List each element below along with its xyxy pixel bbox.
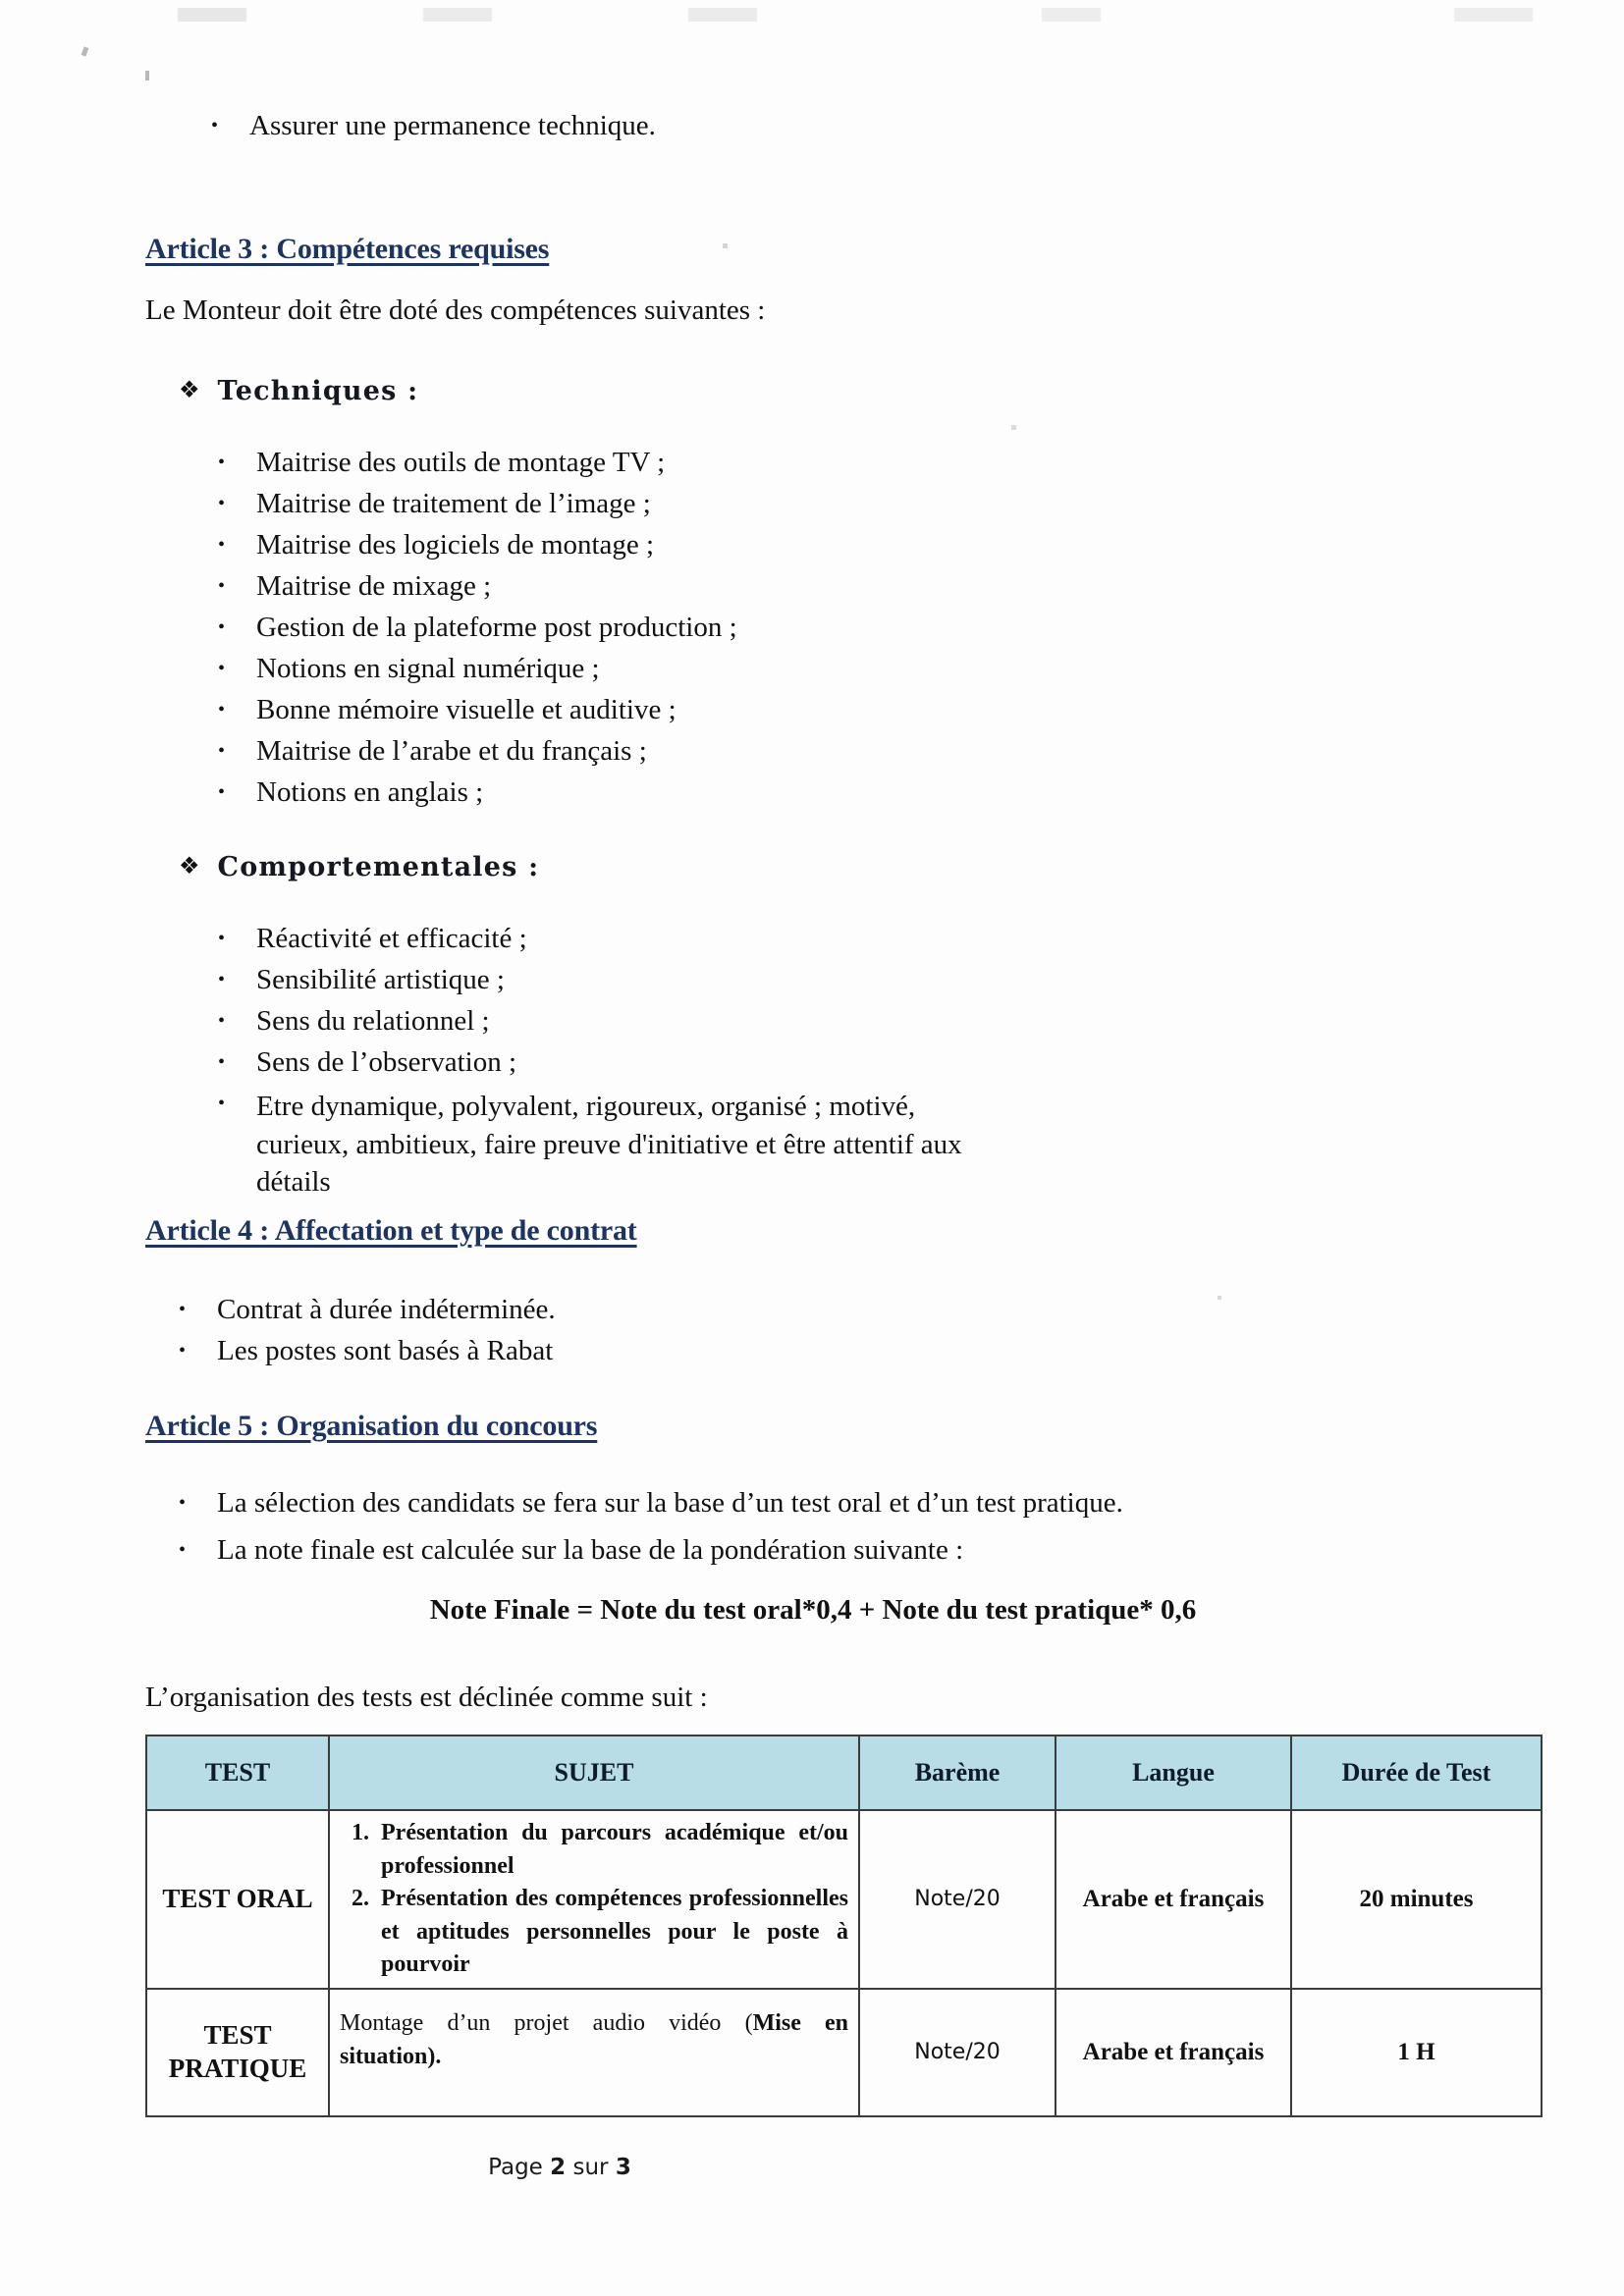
footer-total-pages: 3 — [615, 2155, 631, 2180]
scan-speck — [145, 71, 149, 80]
list-item — [218, 1005, 1200, 1046]
subject-item: 2. Présentation des compétences professionnelles et aptitudes personnelles pour le poste à pourvoir — [375, 1883, 848, 1982]
list-item-label: Maitrise des outils de montage TV ; — [256, 447, 666, 478]
tests-table — [145, 1735, 1543, 2117]
bullet-dot: • — [218, 699, 226, 721]
comportementales-subheading-label: Comportementales : — [217, 852, 540, 882]
list-item — [179, 1294, 1062, 1335]
bullet-dot: • — [179, 1539, 187, 1561]
cell-test-name: TEST ORAL — [146, 1810, 329, 1989]
column-header-sujet: SUJET — [329, 1735, 859, 1810]
cell-bareme: Note/20 — [859, 1810, 1056, 1989]
scan-speck — [1218, 1296, 1221, 1300]
list-item — [179, 1335, 1062, 1376]
list-item — [218, 1046, 1200, 1088]
list-item — [218, 529, 1102, 570]
column-header-bareme: Barème — [859, 1735, 1056, 1810]
table-header-row — [146, 1735, 1542, 1810]
list-item-label: Sens du relationnel ; — [256, 1005, 490, 1037]
list-item-label: Maitrise de l’arabe et du français ; — [256, 735, 647, 767]
bullet-dot: • — [218, 658, 226, 679]
list-item-label: Etre dynamique, polyvalent, rigoureux, organisé ; motivé, curieux, ambitieux, faire preuve d'initiative et être attentif aux détails — [256, 1091, 962, 1199]
table-intro-text: L’organisation des tests est déclinée comme suit : — [145, 1682, 708, 1713]
list-item — [218, 694, 1102, 735]
bullet-dot: • — [179, 1340, 187, 1362]
article-4-list — [179, 1294, 1062, 1376]
list-item-label: Notions en signal numérique ; — [256, 653, 600, 684]
list-item-label: Bonne mémoire visuelle et auditive ; — [256, 694, 677, 725]
table-row — [146, 1989, 1542, 2116]
list-item-label: Les postes sont basés à Rabat — [217, 1335, 554, 1366]
list-item — [179, 1534, 1357, 1581]
cell-subject — [329, 1810, 859, 1989]
article-5-list — [179, 1487, 1357, 1581]
scan-speck — [81, 46, 89, 56]
bullet-dot: • — [179, 1299, 187, 1320]
techniques-list — [218, 447, 1102, 818]
list-item-label: Sens de l’observation ; — [256, 1046, 516, 1078]
bullet-dot: • — [218, 1010, 226, 1032]
bullet-dot: • — [218, 616, 226, 638]
column-header-test: TEST — [146, 1735, 329, 1810]
bullet-dot: • — [218, 1051, 226, 1073]
cell-langue: Arabe et français — [1056, 1989, 1291, 2116]
bullet-dot: • — [218, 493, 226, 514]
tests-table-wrapper — [145, 1735, 1543, 2117]
diamond-bullet-icon: ❖ — [179, 854, 200, 880]
list-item — [218, 488, 1102, 529]
article-3-heading: Article 3 : Compétences requises — [145, 233, 550, 265]
cell-test-name: TEST PRATIQUE — [146, 1989, 329, 2116]
bullet-dot: • — [211, 115, 219, 136]
list-item — [218, 735, 1102, 776]
subject-item: 1. Présentation du parcours académique et/ou professionnel — [375, 1817, 848, 1883]
cell-langue: Arabe et français — [1056, 1810, 1291, 1989]
footer-current-page: 2 — [550, 2155, 567, 2180]
bullet-dot: • — [218, 575, 226, 597]
list-item-label: Contrat à durée indéterminée. — [217, 1294, 556, 1325]
list-item — [218, 1088, 994, 1201]
list-item — [179, 1487, 1357, 1534]
list-item-label: Assurer une permanence technique. — [249, 110, 656, 141]
list-item-label: Maitrise de traitement de l’image ; — [256, 488, 651, 519]
scan-speck — [1011, 425, 1016, 430]
cell-bareme: Note/20 — [859, 1989, 1056, 2116]
bullet-dot: • — [218, 1093, 226, 1114]
list-item — [218, 653, 1102, 694]
list-item — [218, 447, 1102, 488]
bullet-dot: • — [218, 781, 226, 803]
table-row — [146, 1810, 1542, 1989]
list-item-label: Réactivité et efficacité ; — [256, 923, 527, 954]
techniques-subheading-label: Techniques : — [217, 376, 419, 406]
list-item-label: La sélection des candidats se fera sur la base d’un test oral et d’un test pratique. — [217, 1487, 1123, 1519]
list-item — [218, 776, 1102, 818]
list-item — [218, 570, 1102, 612]
page-footer — [0, 2155, 1119, 2180]
cell-duree: 20 minutes — [1291, 1810, 1542, 1989]
final-score-formula: Note Finale = Note du test oral*0,4 + Note du test pratique* 0,6 — [429, 1594, 1197, 1626]
bullet-dot: • — [218, 928, 226, 949]
column-header-duree: Durée de Test — [1291, 1735, 1542, 1810]
diamond-bullet-icon: ❖ — [179, 378, 200, 403]
article-3-intro: Le Monteur doit être doté des compétences suivantes : — [145, 294, 766, 326]
list-item-label: Notions en anglais ; — [256, 776, 484, 808]
list-item — [218, 964, 1200, 1005]
bullet-dot: • — [218, 740, 226, 762]
subject-text-plain: Montage d’un projet audio vidéo ( — [340, 2009, 753, 2036]
cell-subject — [329, 1989, 859, 2116]
comportementales-list — [218, 923, 1200, 1201]
bullet-dot: • — [218, 534, 226, 556]
scan-speck — [723, 243, 728, 248]
bullet-dot: • — [179, 1492, 187, 1514]
list-item-label: Sensibilité artistique ; — [256, 964, 505, 995]
scan-artifact-top — [0, 8, 1624, 22]
list-item — [218, 612, 1102, 653]
subject-text-bold: Mise en situation). — [340, 2009, 849, 2069]
list-item-label: La note finale est calculée sur la base de la pondération suivante : — [217, 1534, 964, 1566]
list-item — [211, 110, 1095, 142]
footer-middle: sur — [566, 2155, 616, 2180]
footer-prefix: Page — [488, 2155, 551, 2180]
bullet-dot: • — [218, 969, 226, 990]
techniques-subheading-row — [179, 376, 418, 406]
article-5-heading: Article 5 : Organisation du concours — [145, 1410, 598, 1442]
list-item-label: Maitrise de mixage ; — [256, 570, 492, 602]
comportementales-subheading-row — [179, 852, 539, 882]
bullet-dot: • — [218, 452, 226, 473]
list-item-label: Gestion de la plateforme post production ; — [256, 612, 737, 643]
article-4-heading: Article 4 : Affectation et type de contrat — [145, 1214, 637, 1247]
list-item — [218, 923, 1200, 964]
list-item-label: Maitrise des logiciels de montage ; — [256, 529, 655, 561]
cell-duree: 1 H — [1291, 1989, 1542, 2116]
column-header-langue: Langue — [1056, 1735, 1291, 1810]
